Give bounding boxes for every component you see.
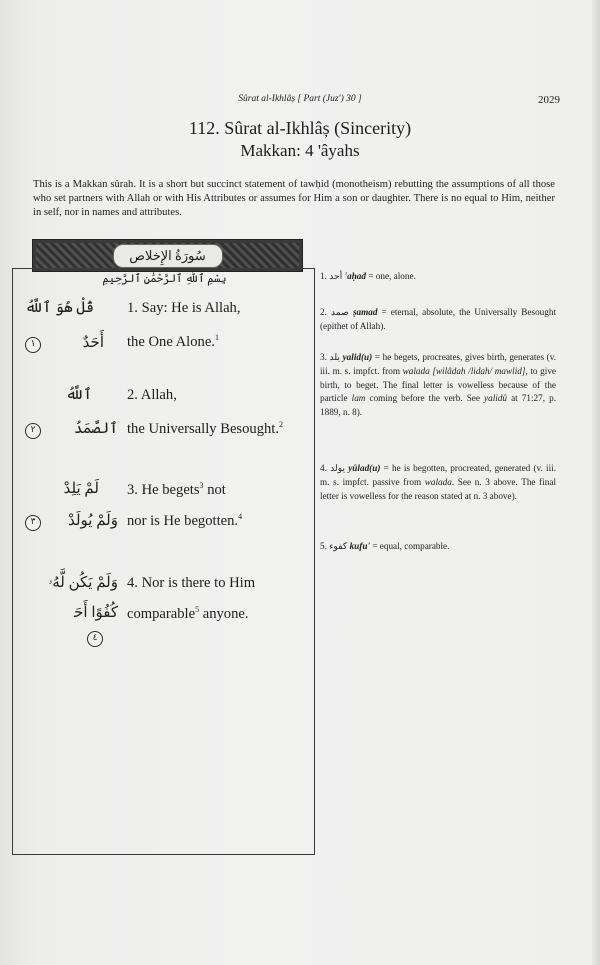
footnote-3 (320, 351, 556, 420)
verse-2-arabic-line-1: ٱللَّهُ (65, 387, 92, 403)
verse-2-line-2 (127, 421, 283, 438)
running-title: Sûrat al-Ikhlâș [ Part (Juz') 30 ] (238, 94, 362, 104)
verse-2-arabic-line-2: ٱلصَّمَدُ (74, 421, 118, 437)
footnote-ref-5: 5 (195, 605, 200, 614)
verse-3-line-2-text: nor is He begotten. (127, 513, 239, 529)
footnote-3-italic-1: walada [wilâdah /lidah/ mawlid] (402, 365, 526, 376)
footnote-4-text-2: . See n. 3 above. The final letter is vowelless for the reason stated at n. 3 above). (320, 476, 556, 501)
footnote-5-arabic: كفوء (329, 541, 348, 551)
verse-4-number-icon: ٤ (87, 631, 103, 647)
footnote-4-arabic: يولد (330, 463, 346, 473)
page-number: 2029 (538, 94, 560, 106)
banner-plate (113, 244, 223, 268)
verse-4-arabic-line-2: كُفُوًا أَحَدٌۢ (39, 605, 118, 621)
verse-1-arabic-line-2: أَحَدٌ (82, 335, 104, 351)
verse-1-line-2-text: the One Alone. (127, 334, 215, 350)
footnote-1-text: = one, alone. (366, 271, 416, 281)
footnote-4-italic-1: walada (424, 476, 452, 487)
footnote-2-arabic: صمد (330, 307, 349, 317)
footnote-1-term: 'aḥad (344, 271, 366, 281)
verse-3-line-1-tail: not (203, 482, 226, 498)
footnote-2 (320, 306, 556, 334)
verse-3-arabic-line-2: وَلَمْ يُولَدْ (68, 513, 118, 529)
footnote-3-arabic: يلد (329, 352, 340, 362)
basmala: بِسْمِ ٱللَّهِ ٱلرَّحْمَٰنِ ٱلرَّحِيمِ (102, 273, 227, 285)
verse-4-line-1: 4. Nor is there to Him (127, 575, 256, 591)
verse-4-line-2-tail: anyone. (199, 606, 249, 622)
banner-arabic: سُورَةُ الإِخلاص (129, 247, 206, 263)
verse-3-number-icon: ٣ (25, 515, 41, 531)
footnote-3-term: yalid(u) (342, 352, 373, 362)
footnote-4-number: 4. (320, 463, 327, 473)
verse-3-arabic-line-1: لَمْ يَلِدْ (63, 481, 99, 497)
footnote-2-term: ṣamad (352, 307, 378, 317)
footnote-3-text-2: , to give birth, to beget. The final letter is vowelless because of the particle (320, 365, 556, 404)
footnote-5 (320, 540, 556, 554)
verse-4-line-2 (127, 606, 249, 623)
footnote-3-text: = he begets, procreates, gives birth, generates (v. iii. m. s. impfct. from (320, 352, 557, 376)
verse-2-number-icon: ٢ (25, 423, 41, 439)
verse-2-line-1: 2. Allah, (127, 387, 177, 403)
verse-1-line-1: 1. Say: He is Allah, (127, 300, 241, 316)
verse-3-line-2 (127, 513, 242, 530)
footnote-3-number: 3. (320, 352, 327, 362)
verse-1-arabic-line-1: قُلْ هُوَ ٱللَّهُ (24, 300, 94, 316)
intro-paragraph: This is a Makkan sûrah. It is a short but succinct statement of tawḥid (monotheism) rebutting the assumptions of all those who set partners with Allah or with His Attributes or assumes for Him a son or daughter. There is no equal to Him, neither in self, nor in names and attributes. (33, 179, 555, 219)
footnote-4-term: yûlad(u) (348, 463, 381, 473)
footnote-1 (320, 270, 556, 284)
surah-title: 112. Sûrat al-Ikhlâș (Sincerity) (188, 118, 412, 138)
footnote-3-text-3: coming before the verb. See (365, 393, 485, 404)
footnote-ref-4: 4 (238, 512, 243, 521)
footnote-3-italic-2: lam (351, 393, 366, 404)
verse-1-line-2 (127, 334, 219, 351)
footnote-ref-2: 2 (279, 420, 283, 429)
footnote-2-number: 2. (320, 307, 327, 317)
footnote-ref-1: 1 (214, 333, 219, 342)
footnote-5-term: kufu' (349, 541, 371, 551)
footnote-5-number: 5. (320, 541, 327, 551)
footnote-3-italic-3: yalidû (484, 393, 508, 404)
footnote-3-text-4: at 71:27, p. 1889, n. 8). (320, 393, 557, 418)
footnote-2-text: = eternal, absolute, the Universally Besought (epithet of Allah). (320, 307, 557, 331)
verse-4-arabic-line-1: وَلَمْ يَكُن لَّهُۥ (48, 575, 118, 591)
footnote-5-text: = equal, comparable. (370, 541, 450, 551)
verse-1-number-icon: ١ (25, 337, 41, 353)
footnote-1-number: 1. (320, 271, 327, 281)
footnote-ref-3: 3 (199, 481, 204, 490)
footnote-4-text: = he is begotten, procreated, generated (v. iii. m. s. impfct. passive from (320, 463, 556, 487)
footnote-4 (320, 462, 556, 503)
verse-3-line-1 (127, 482, 226, 499)
surah-subtitle: Makkan: 4 'âyahs (240, 141, 360, 160)
verse-2-line-2-text: the Universally Besought. (127, 421, 279, 437)
verse-3-line-1-text: 3. He begets (127, 482, 200, 498)
verse-4-line-2-text: comparable (127, 606, 196, 622)
verse-box (12, 268, 315, 855)
footnote-1-arabic: أحد (329, 271, 343, 281)
